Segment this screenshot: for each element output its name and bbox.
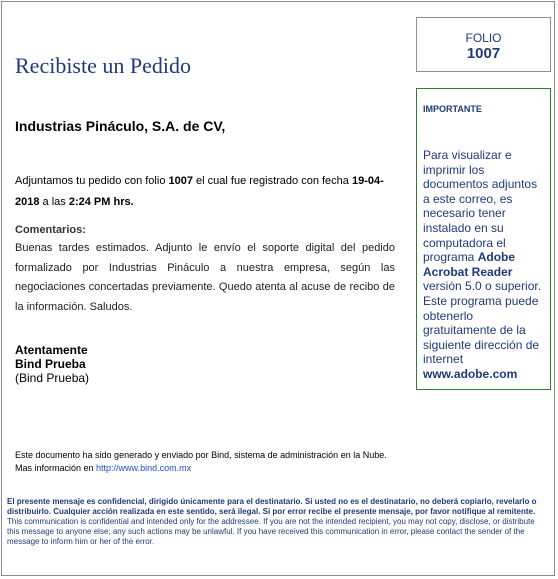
bind-website-link[interactable]: http://www.bind.com.mx [96, 462, 192, 473]
important-text [423, 148, 544, 382]
signature-block [15, 343, 89, 385]
page-title: Recibiste un Pedido [15, 53, 191, 78]
important-title: IMPORTANTE [423, 104, 482, 114]
folio-box [416, 17, 551, 72]
folio-number: 1007 [466, 45, 501, 62]
disclaimer [7, 497, 542, 547]
intro-text-2: el cual fue registrado con fecha [192, 175, 352, 187]
intro-folio: 1007 [168, 175, 193, 187]
company-name: Industrias Pináculo, S.A. de CV, [15, 118, 226, 134]
intro-date: 19-04-2018 [15, 175, 384, 208]
important-text-2: versión 5.0 o superior. Este programa puede obtenerlo gratuitamente de la siguiente dirección de internet [423, 279, 542, 367]
comments-body: Buenas tardes estimados. Adjunto le envío el soporte digital del pedido formalizado por Industrias Pináculo a nuestra empresa, según las negociaciones concertadas previamente. Quedo atenta al acuse de recibo de la información. Saludos. [15, 242, 395, 313]
intro-text-1: Adjuntamos tu pedido con folio [15, 175, 169, 187]
comments-title: Comentarios: [15, 224, 86, 236]
adobe-link[interactable]: www.adobe.com [423, 366, 518, 381]
disclaimer-spanish: El presente mensaje es confidencial, dirigido únicamente para el destinatario. Si usted no es el destinatario, no deberá copiarlo, revelarlo o distribuirlo. Cualquier acción realizada en este sentido, será ilegal. Si por error recibe el presente mensaje, por favor notifique al remitente. [7, 497, 537, 516]
footer-note [15, 449, 395, 474]
acrobat-reader-name: Adobe Acrobat Reader [423, 250, 516, 279]
intro-paragraph [15, 171, 405, 213]
important-notice-box [416, 88, 551, 390]
important-text-1: Para visualizar e imprimir los documentos adjuntos a este correo, es necesario tener instalado en su computadora el programa [423, 148, 538, 265]
signature-closing: Atentamente [15, 343, 88, 357]
signature-name: Bind Prueba [15, 357, 86, 371]
folio-label: FOLIO [465, 31, 502, 45]
intro-text-3: a las [39, 196, 69, 208]
disclaimer-english: This communication is confidential and intended only for the addressee. If you are not the intended recipient, you may not copy, disclose, or distribute this message to anyone else; any such actions may be unlawful. If you have received this communication in error, please contact the sender of the message to inform him or her of the error. [7, 517, 535, 546]
signature-name-paren: (Bind Prueba) [15, 371, 90, 385]
intro-time: 2:24 PM hrs. [68, 196, 134, 208]
footer-note-text: Este documento ha sido generado y enviado por Bind, sistema de administración en la Nube. Mas información en [15, 450, 387, 473]
